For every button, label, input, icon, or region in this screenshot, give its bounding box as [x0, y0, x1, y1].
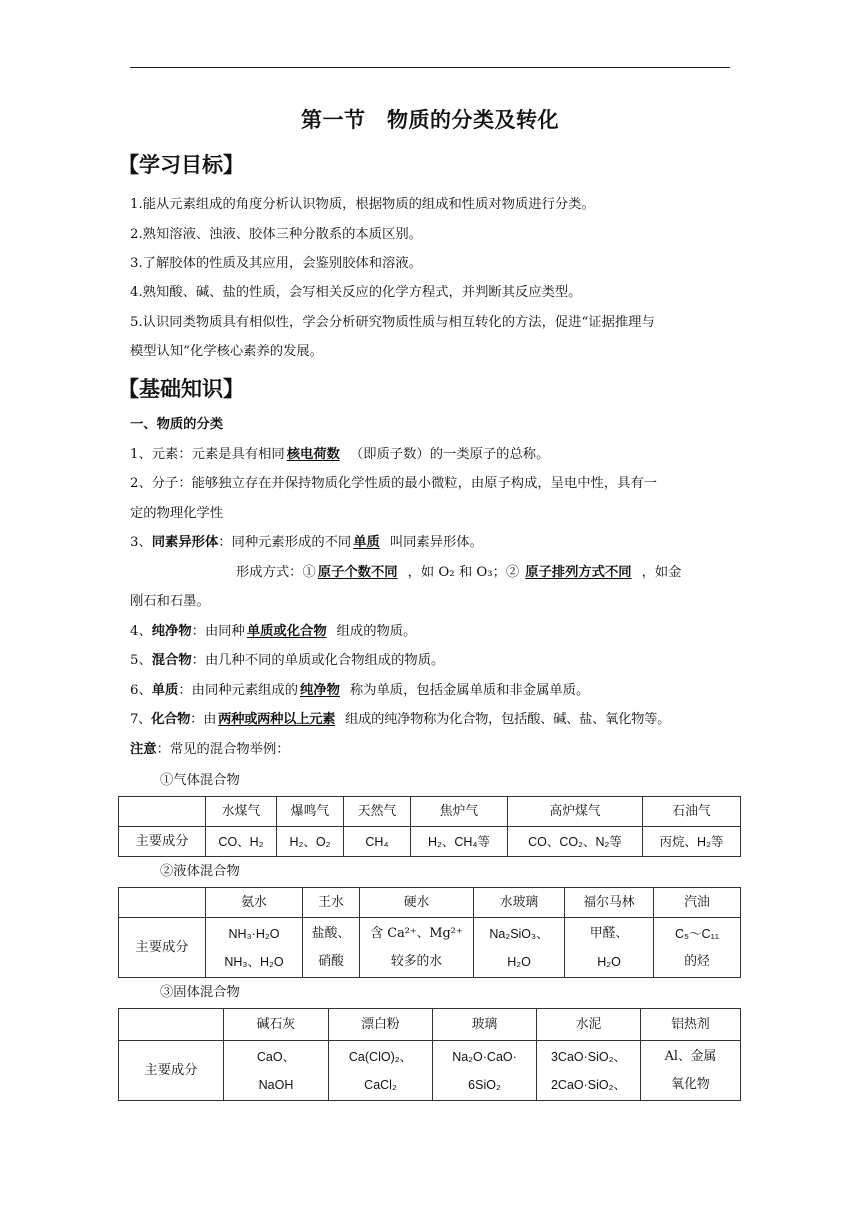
definition-molecule-cont: 定的物理化学性 [130, 506, 224, 521]
text: （即质子数）的一类原子的总称。 [349, 447, 550, 462]
table-cell: CO、CO₂、N₂等 [508, 827, 643, 857]
text: ：同种元素形成的不同 [218, 535, 352, 550]
table-header: 爆鸣气 [277, 797, 344, 827]
row-label: 主要成分 [119, 1041, 224, 1101]
text: 称为单质，包括金属单质和非金属单质。 [349, 683, 590, 698]
table-corner [119, 797, 206, 827]
table-cell [303, 918, 360, 978]
objectives-heading: 【学习目标】 [118, 153, 244, 177]
objective-item: 模型认知”化学核心素养的发展。 [130, 344, 323, 359]
table-cell [654, 918, 741, 978]
cell-line: NH₃·H₂O [228, 926, 280, 941]
objective-item: 4.熟知酸、碱、盐的性质，会写相关反应的化学方程式，并判断其反应类型。 [130, 285, 582, 300]
cell-line: Ca(ClO)₂、 [348, 1049, 413, 1064]
cell-line: H₂O [597, 954, 621, 969]
cell-line: 甲醛、 [589, 925, 629, 941]
cell-line: NaOH [258, 1077, 294, 1092]
table-header: 硬水 [360, 888, 474, 918]
cell-line: 含 Ca²⁺、Mg²⁺ [370, 925, 463, 941]
table-cell: H₂、CH₄等 [411, 827, 508, 857]
table-cell [433, 1041, 537, 1101]
definition-element [130, 445, 730, 465]
text: ：由同种元素组成的 [178, 683, 299, 698]
table-cell: CO、H₂ [206, 827, 277, 857]
basics-heading: 【基础知识】 [118, 377, 244, 401]
cell-line: CaO、 [256, 1049, 296, 1064]
fill-blank: 原子排列方式不同 [525, 565, 632, 580]
text: ，如金 [641, 565, 682, 580]
text: ：由 [190, 712, 217, 727]
definition-compound [130, 710, 730, 730]
note-line [130, 740, 730, 760]
table-cell [474, 918, 565, 978]
definition-allotrope [130, 533, 730, 553]
table-header: 水玻璃 [474, 888, 565, 918]
definition-pure-substance [130, 622, 730, 642]
fill-blank: 核电荷数 [286, 447, 340, 462]
table-header: 漂白粉 [329, 1009, 433, 1041]
table-header: 水泥 [537, 1009, 641, 1041]
fill-blank: 两种或两种以上元素 [218, 712, 336, 727]
cell-line: 3CaO·SiO₂、 [550, 1049, 626, 1064]
definition-molecule: 2、分子：能够独立存在并保持物质化学性质的最小微粒，由原子构成，呈电中性，具有一 [130, 476, 658, 491]
objective-item: 3.了解胶体的性质及其应用，会鉴别胶体和溶液。 [130, 256, 422, 271]
gas-mixture-table [118, 796, 741, 857]
liquid-mixture-caption: ②液体混合物 [160, 864, 240, 879]
term: 混合物 [151, 653, 192, 668]
objective-item: 5.认识同类物质具有相似性，学会分析研究物质性质与相互转化的方法，促进“证据推理与 [130, 315, 655, 330]
text: ：由几种不同的单质或化合物组成的物质。 [191, 653, 445, 668]
table-header: 玻璃 [433, 1009, 537, 1041]
text: ，如 O₂ 和 O₃；② [407, 565, 520, 580]
subsection-heading: 一、物质的分类 [130, 417, 224, 432]
table-cell [360, 918, 474, 978]
cell-line: Na₂O·CaO· [452, 1049, 517, 1064]
term: 单质 [151, 683, 179, 698]
table-cell [206, 918, 303, 978]
table-header: 碱石灰 [224, 1009, 329, 1041]
header-rule [130, 67, 730, 68]
table-corner [119, 888, 206, 918]
cell-line: 盐酸、 [311, 925, 351, 941]
text: 叫同素异形体。 [389, 535, 483, 550]
text: 1、元素：元素是具有相同 [130, 447, 285, 462]
table-header: 铝热剂 [641, 1009, 741, 1041]
table-cell [224, 1041, 329, 1101]
cell-line: H₂O [507, 954, 531, 969]
table-header: 福尔马林 [565, 888, 654, 918]
text: ：由同种 [191, 624, 245, 639]
table-cell [329, 1041, 433, 1101]
table-cell: H₂、O₂ [277, 827, 344, 857]
definition-mixture [130, 651, 730, 671]
text: 7、 [130, 712, 152, 727]
text: 5、 [130, 653, 152, 668]
liquid-mixture-table [118, 887, 741, 978]
table-header: 天然气 [344, 797, 411, 827]
row-label: 主要成分 [119, 827, 206, 857]
table-header: 水煤气 [206, 797, 277, 827]
cell-line: 较多的水 [390, 953, 443, 969]
cell-line: 6SiO₂ [468, 1077, 501, 1092]
term: 同素异形体 [151, 535, 219, 550]
cell-line: Al、金属 [664, 1048, 717, 1064]
table-header: 高炉煤气 [508, 797, 643, 827]
definition-element-substance [130, 681, 730, 701]
text: 3、 [130, 535, 152, 550]
solid-mixture-caption: ③固体混合物 [160, 985, 240, 1000]
term: 化合物 [151, 712, 191, 727]
table-cell [565, 918, 654, 978]
page-title: 第一节 物质的分类及转化 [301, 108, 559, 132]
table-cell: CH₄ [344, 827, 411, 857]
cell-line: CaCl₂ [364, 1077, 397, 1092]
objective-item: 1.能从元素组成的角度分析认识物质，根据物质的组成和性质对物质进行分类。 [130, 197, 595, 212]
allotrope-formation [236, 563, 736, 583]
cell-line: 氧化物 [671, 1076, 710, 1092]
cell-line: NH₃、H₂O [224, 954, 284, 969]
table-header: 王水 [303, 888, 360, 918]
text: ：常见的混合物举例： [156, 742, 290, 757]
table-cell [641, 1041, 741, 1101]
cell-line: 的烃 [684, 953, 710, 969]
term: 纯净物 [151, 624, 192, 639]
fill-blank: 纯净物 [300, 683, 340, 698]
table-cell: 丙烷、H₂等 [643, 827, 741, 857]
gas-mixture-caption: ①气体混合物 [160, 773, 240, 788]
allotrope-formation-cont: 刚石和石墨。 [130, 594, 210, 609]
objective-item: 2.熟知溶液、浊液、胶体三种分散系的本质区别。 [130, 227, 422, 242]
term: 注意 [130, 742, 157, 757]
table-header: 焦炉气 [411, 797, 508, 827]
row-label: 主要成分 [119, 918, 206, 978]
cell-line: 2CaO·SiO₂、 [550, 1077, 626, 1092]
text: 形成方式：① [236, 565, 316, 580]
cell-line: C₅～C₁₁ [674, 926, 720, 941]
cell-line: 硝酸 [318, 953, 344, 969]
text: 6、 [130, 683, 152, 698]
table-header: 石油气 [643, 797, 741, 827]
text: 4、 [130, 624, 152, 639]
fill-blank: 原子个数不同 [317, 565, 398, 580]
text: 组成的物质。 [336, 624, 417, 639]
text: 组成的纯净物称为化合物，包括酸、碱、盐、氧化物等。 [345, 712, 671, 727]
solid-mixture-table [118, 1008, 741, 1101]
table-header: 氨水 [206, 888, 303, 918]
fill-blank: 单质或化合物 [246, 624, 327, 639]
cell-line: Na₂SiO₃、 [489, 926, 549, 941]
table-corner [119, 1009, 224, 1041]
fill-blank: 单质 [353, 535, 380, 550]
table-header: 汽油 [654, 888, 741, 918]
table-cell [537, 1041, 641, 1101]
